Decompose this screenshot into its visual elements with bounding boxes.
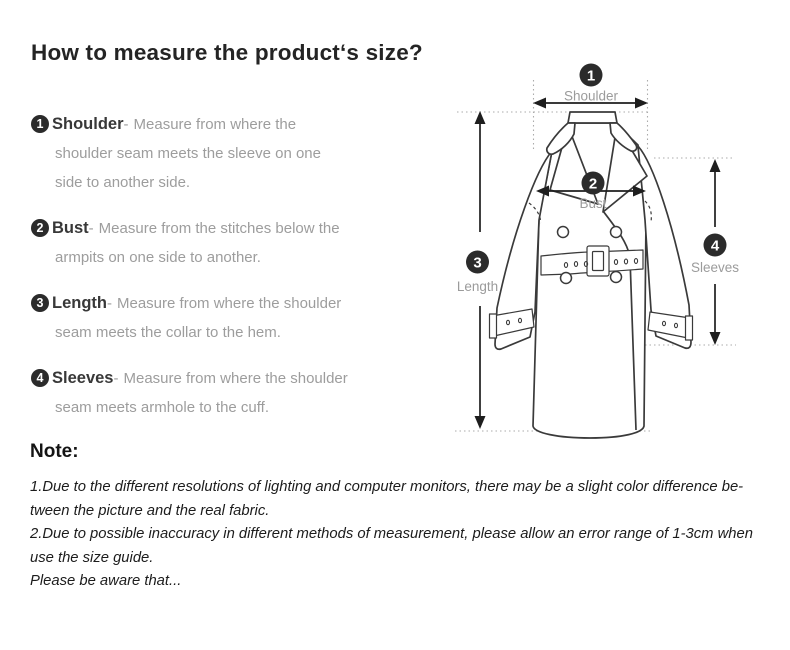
instruction-label: Bust [52,219,89,237]
instruction-length [31,289,409,347]
instruction-text: armpits on one side to another. [55,249,261,266]
length-badge [457,251,498,295]
coat-collar-band [568,112,617,123]
cuff-buckle-left [490,314,497,338]
cuff-buckle-right [686,316,693,340]
instruction-line [52,214,409,243]
coat-measurement-diagram [440,60,790,450]
instruction-text: Measure from where the shoulder [123,370,348,387]
instruction-text: side to another side. [55,174,191,191]
measure-instructions [31,110,409,439]
length-dim-label: Length [456,279,499,294]
instruction-line [52,364,409,393]
badge-number-1: 1 [586,67,596,85]
note-heading: Note: [30,441,79,462]
instruction-label: Length [52,294,107,312]
sleeves-badge [691,234,739,276]
bust-dim-label: Bust [579,196,607,211]
number-badge-3: 3 [31,294,49,312]
instruction-sleeves [31,364,409,422]
badge-number-3: 3 [473,254,482,272]
note-line: tween the picture and the real fabric. [30,502,270,519]
coat-drawing [490,112,693,438]
instruction-shoulder [31,110,409,197]
note-line: 2.Due to possible inaccuracy in different methods of measurement, please allow an error range of 1-3cm when [30,526,753,542]
instruction-label: Shoulder [52,115,124,133]
note-section [30,441,780,594]
badge-number-4: 4 [710,237,720,255]
sleeves-dim-label: Sleeves [690,260,740,275]
instruction-text: Measure from where the [133,116,297,133]
instruction-text: seam meets the collar to the hem. [55,324,281,341]
dash-separator: - [88,220,94,237]
number-badge-2: 2 [31,219,49,237]
dash-separator: - [107,295,112,312]
instruction-text: seam meets armhole to the cuff. [55,399,269,416]
note-line: 1.Due to the different resolutions of lighting and computer monitors, there may be a slight color difference be- [30,479,744,495]
instruction-line [52,110,409,139]
coat-diagram-svg [440,60,790,450]
note-line: use the size guide. [30,549,154,566]
belt-buckle-inner [593,252,604,271]
dash-separator: - [113,370,119,387]
page-title: How to measure the product‘s size? [31,40,423,65]
instruction-line [52,289,409,318]
instruction-text: Measure from where the shoulder [117,295,342,312]
note-line: Please be aware that... [30,573,182,589]
instruction-text: shoulder seam meets the sleeve on one [55,145,321,162]
badge-number-2: 2 [588,175,598,193]
number-badge-1: 1 [31,115,49,133]
dash-separator: - [123,116,129,133]
shoulder-dim-label: Shoulder [563,88,619,104]
shoulder-badge [564,64,619,104]
instruction-label: Sleeves [52,369,114,387]
number-badge-4: 4 [31,369,49,387]
instruction-text: Measure from the stitches below the [98,220,340,237]
instruction-bust [31,214,409,272]
